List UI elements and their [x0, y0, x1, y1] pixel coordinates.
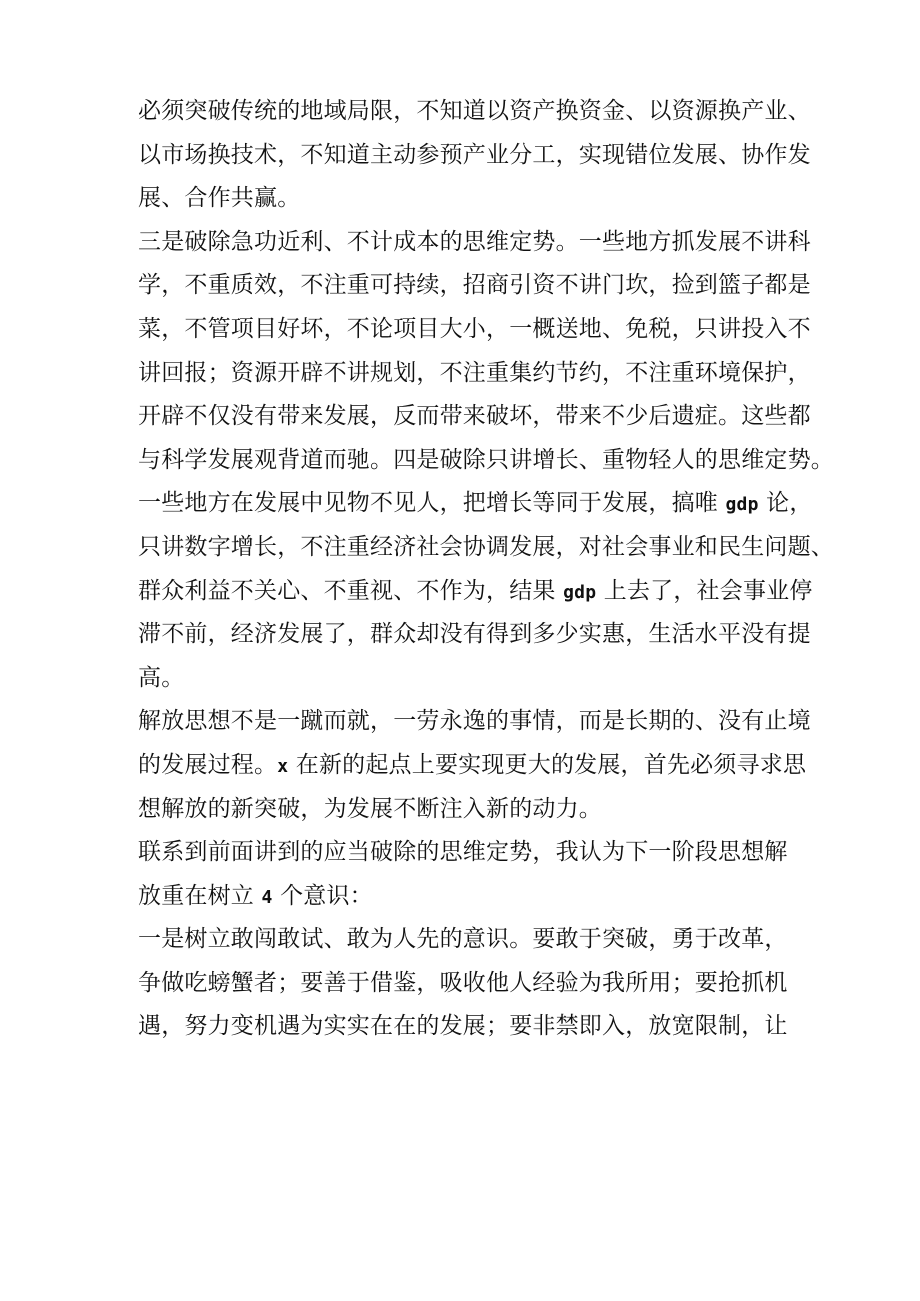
text-line: 三是破除急功近利、不计成本的思维定势。一些地方抓发展不讲科: [138, 228, 811, 255]
text-line: 的发展过程。x 在新的起点上要实现更大的发展，首先必须寻求思: [138, 751, 807, 778]
text-line: 联系到前面讲到的应当破除的思维定势，我认为下一阶段思想解: [138, 839, 788, 866]
text-line: 想解放的新突破，为发展不断注入新的动力。: [138, 795, 602, 822]
paragraph: [138, 831, 828, 918]
paragraph: [138, 700, 828, 831]
text-line: 以市场换技术，不知道主动参预产业分工，实现错位发展、协作发: [138, 141, 811, 168]
paragraph: [138, 918, 828, 1049]
text-line: 与科学发展观背道而驰。四是破除只讲增长、重物轻人的思维定势。: [138, 446, 834, 473]
text-line: 开辟不仅没有带来发展，反而带来破坏，带来不少后遗症。这些都: [138, 403, 811, 430]
text-line: 遇，努力变机遇为实实在在的发展；要非禁即入，放宽限制，让: [138, 1013, 788, 1040]
text-line: 展、合作共赢。: [138, 185, 301, 212]
text-line: 争做吃螃蟹者；要善于借鉴，吸收他人经验为我所用；要抢抓机: [138, 969, 788, 996]
paragraph: [138, 90, 828, 221]
text-line: 学，不重质效，不注重可持续，招商引资不讲门坎，捡到篮子都是: [138, 272, 811, 299]
text-line: 一些地方在发展中见物不见人，把增长等同于发展，搞唯 gdp 论，: [138, 490, 813, 517]
text-line: 群众利益不关心、不重视、不作为，结果 gdp 上去了，社会事业停: [138, 577, 813, 604]
text-line: 必须突破传统的地域局限，不知道以资产换资金、以资源换产业、: [138, 98, 811, 124]
text-line: 高。: [138, 664, 185, 691]
text-line: 滞不前，经济发展了，群众却没有得到多少实惠，生活水平没有提: [138, 621, 811, 648]
document-body: [138, 90, 834, 1049]
paragraph: [138, 221, 834, 701]
text-line: 讲回报；资源开辟不讲规划，不注重集约节约，不注重环境保护，: [138, 359, 811, 386]
text-line: 只讲数字增长，不注重经济社会协调发展，对社会事业和民生问题、: [138, 533, 834, 560]
text-line: 一是树立敢闯敢试、敢为人先的意识。要敢于突破，勇于改革，: [138, 926, 788, 953]
text-line: 解放思想不是一蹴而就，一劳永逸的事情，而是长期的、没有止境: [138, 708, 811, 735]
text-line: 放重在树立 4 个意识：: [138, 882, 373, 909]
text-line: 菜，不管项目好坏，不论项目大小，一概送地、免税，只讲投入不: [138, 315, 811, 342]
